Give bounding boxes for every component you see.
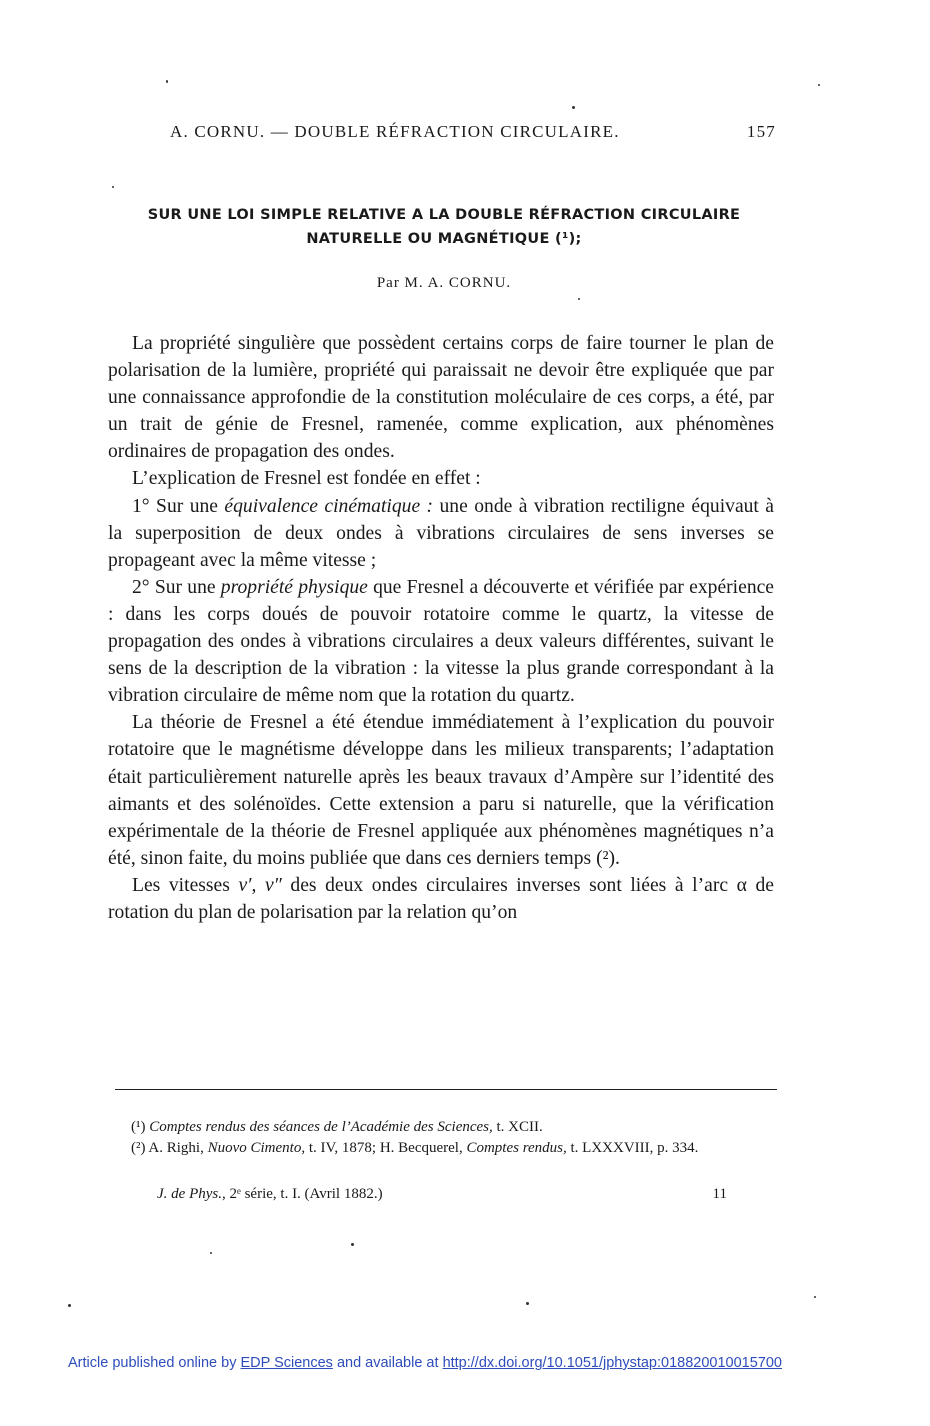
- footnote-rule: [115, 1089, 777, 1090]
- scan-speck: [818, 84, 820, 86]
- scan-speck: [351, 1243, 354, 1246]
- signature-mark: 11: [712, 1186, 727, 1202]
- paragraph-1: La propriété singulière que possèdent certains corps de faire tourner le plan de polarisation de la lumière, propriété qui paraissait ne devoir être expliquée que par une connaissance approfondie de la constitution moléculaire de ces corps, a été, par un trait de génie de Fresnel, ramenée, comme explication, aux phénomènes ordinaires de propagation des ondes.: [108, 333, 774, 463]
- footnote-2-italic-1: Nuovo Cimento,: [207, 1140, 306, 1156]
- paragraph-4-rest: que Fresnel a découverte et vérifiée par expérience : dans les corps doués de pouvoir rotatoire comme le quartz, la vitesse de propagation des ondes à vibrations circulaires a deux valeurs différentes, suivant le sens de la description de la vibration : la vitesse la plus grande correspondant à la vibration circulaire de même nom que la rotation du quartz.: [108, 576, 775, 707]
- paragraph-6-c: des deux ondes circulaires inverses sont liées à l’arc α de rotation du plan de polarisation par la relation qu’on: [108, 874, 775, 923]
- footer-prefix: Article published online by: [68, 1355, 241, 1371]
- author-line: Par M. A. CORNU.: [376, 275, 512, 291]
- page-number: 157: [746, 122, 776, 141]
- scan-speck: [68, 1304, 71, 1307]
- paragraph-3: [108, 493, 774, 574]
- running-title: A. CORNU. — DOUBLE RÉFRACTION CIRCULAIRE.: [170, 122, 620, 141]
- journal-details: 2ᵉ série, t. I. (Avril 1882.): [225, 1186, 383, 1202]
- footer-middle: and available at: [332, 1355, 443, 1371]
- footnote-1-mark: (¹): [131, 1119, 150, 1135]
- article-body: [108, 330, 774, 926]
- scan-speck: [112, 186, 114, 188]
- paragraph-4-italic: propriété physique: [220, 576, 368, 598]
- paragraph-4-prefix: 2° Sur une: [132, 576, 221, 598]
- paragraph-6-b: ,: [251, 874, 265, 896]
- journal-name: J. de Phys.,: [157, 1186, 226, 1202]
- scan-speck: [166, 80, 168, 83]
- velocity-v2: v″: [264, 874, 282, 896]
- article-title: [112, 203, 776, 251]
- paragraph-2: L’explication de Fresnel est fondée en effet :: [132, 468, 481, 490]
- paragraph-3-rest: une onde à vibration rectiligne équivaut à la superposition de deux ondes à vibrations circulaires de sens inverses se propageant avec la même vitesse ;: [108, 495, 774, 571]
- footnote-1-rest: t. XCII.: [492, 1119, 543, 1135]
- article-title-line-1: SUR UNE LOI SIMPLE RELATIVE A LA DOUBLE RÉFRACTION CIRCULAIRE: [147, 207, 741, 223]
- paragraph-3-prefix: 1° Sur une: [132, 495, 225, 517]
- footnote-2-mark: (²) A. Righi,: [131, 1140, 208, 1156]
- paragraph-6-a: Les vitesses: [132, 874, 239, 896]
- velocity-v1: v′: [238, 874, 252, 896]
- publication-footer: [68, 1355, 868, 1371]
- footnote-1-italic: Comptes rendus des séances de l’Académie des Sciences,: [149, 1119, 493, 1135]
- scan-speck: [572, 106, 575, 109]
- scan-speck: [526, 1302, 529, 1305]
- paragraph-5: La théorie de Fresnel a été étendue immédiatement à l’explication du pouvoir rotatoire que le magnétisme développe dans les milieux transparents; l’adaptation était particulièrement naturelle après les beaux travaux d’Ampère sur l’identité des aimants et des solénoïdes. Cette extension a paru si naturelle, que la vérification expérimentale de la théorie de Fresnel appliquée aux phénomènes magnétiques n’a été, sinon faite, du moins publiée que dans ces derniers temps (²).: [108, 712, 774, 869]
- footnotes: [113, 1117, 779, 1159]
- paragraph-4: [108, 574, 774, 709]
- scan-speck: [814, 1296, 816, 1298]
- paragraph-6: [108, 872, 774, 926]
- scan-speck: [578, 298, 580, 300]
- article-title-line-2: NATURELLE OU MAGNÉTIQUE (¹);: [306, 231, 582, 247]
- footnote-2-rest: t. LXXXVIII, p. 334.: [566, 1140, 699, 1156]
- paragraph-3-italic: équivalence cinématique :: [224, 495, 434, 517]
- doi-link[interactable]: http://dx.doi.org/10.1051/jphystap:018820010015700: [442, 1355, 782, 1371]
- footnote-2: [113, 1138, 779, 1159]
- footnote-2-mid: t. IV, 1878; H. Becquerel,: [305, 1140, 467, 1156]
- publisher-link[interactable]: EDP Sciences: [240, 1355, 333, 1371]
- journal-signature-line: [157, 1186, 727, 1203]
- scan-speck: [210, 1252, 212, 1254]
- footnote-1: [113, 1117, 779, 1138]
- footnote-2-italic-2: Comptes rendus,: [466, 1140, 567, 1156]
